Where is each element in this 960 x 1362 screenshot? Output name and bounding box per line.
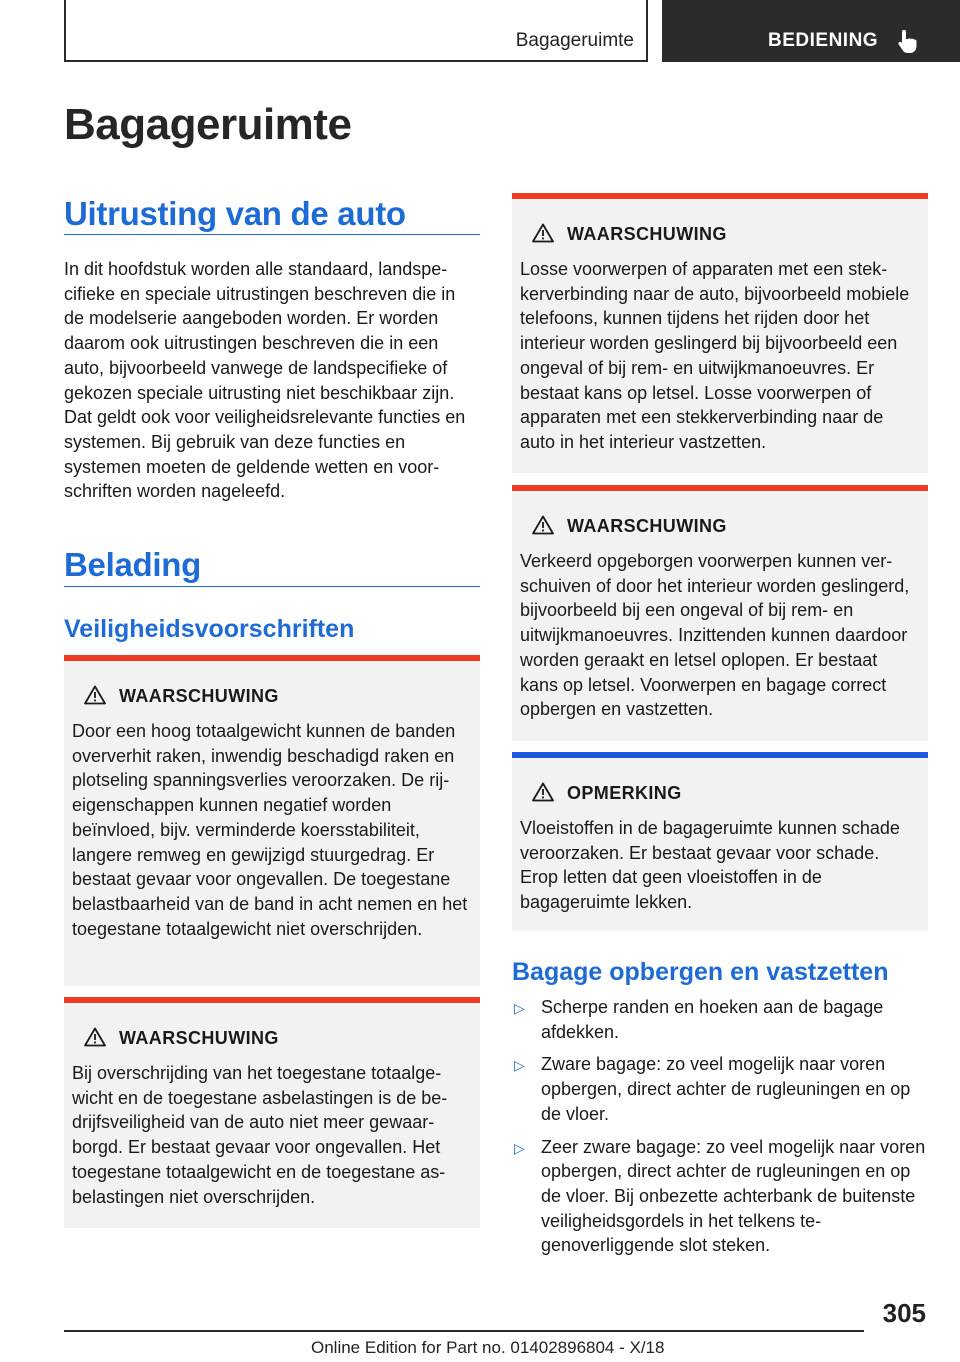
header-section-tab	[64, 0, 648, 62]
list-item-text: Zeer zware bagage: zo veel mogelijk naar voren opbergen, direct achter de rugleuningen en op de vloer. Bij onbezette achterbank de buitenste veiligheidsgordels in het telkens tegenoverliggende slot steken.	[541, 1136, 926, 1256]
warning-text: Losse voorwerpen of apparaten met een stekkerverbinding naar de auto, bijvoorbeeld mobiele telefoons, kunnen tijdens het rijden door het interieur worden geslingerd bij bijvoorbeeld een ongeval of bij rem- en uitwijkmanoeuvres. Er bestaat kans op letsel. Losse voorwerpen of apparaten met een stekkerverbinding naar de auto in het interieur vastzetten.	[520, 259, 910, 452]
list-item	[512, 1052, 926, 1126]
subheading-storage: Bagage opbergen en vastzetten	[512, 958, 889, 986]
warning-text: Door een hoog totaalgewicht kunnen de banden oververhit raken, inwendig beschadigd raken en plotseling spanningsverlies veroorzaken. De rij-eigenschappen kunnen negatief worden beïnvloed, bijv. verminderde koersstabiliteit, langere remweg en gewijzigd stuurgedrag. Er bestaat gevaar voor ongevallen. De toegestane belastbaarheid van de band in acht nemen en het toegestane totaalgewicht niet overschrijden.	[72, 721, 468, 939]
note-text: Vloeistoffen in de bagageruimte kunnen schade veroorzaken. Er bestaat gevaar voor schade. Erop letten dat geen vloeistoffen in de bagageruimte lekken.	[520, 818, 900, 913]
footer-rule	[64, 1330, 864, 1332]
list-item-text: Scherpe randen en hoeken aan de bagage afdekken.	[541, 997, 884, 1042]
warning-text: Bij overschrijding van het toegestane totaalgewicht en de toegestane asbelastingen is de bedrijfsveiligheid van de auto niet meer gewaarborgd. Er bestaat gevaar voor ongevallen. Het toegestane totaalgewicht en de toegestane asbelastingen niet overschrijden.	[72, 1063, 448, 1207]
warning-header	[520, 223, 920, 251]
list-item	[512, 1135, 926, 1259]
warning-header	[72, 685, 472, 713]
section-rule	[64, 586, 480, 587]
warning-header	[72, 1027, 472, 1055]
warning-box	[64, 997, 480, 1228]
warning-label: WAARSCHUWING	[567, 516, 727, 536]
footer-edition-text: Online Edition for Part no. 01402896804 - X/18	[311, 1338, 665, 1357]
intro-paragraph: In dit hoofdstuk worden alle standaard, landspecifieke en speciale uitrustingen beschreven die in de modelserie aangeboden worden. Er worden daarom ook uitrustingen beschreven die in een auto, bijvoorbeeld vanwege de landspecifieke of gekozen speciale uitrusting niet beschikbaar zijn. Dat geldt ook voor veiligheidsrelevante functies en systemen. Bij gebruik van deze functies en systemen moeten de geldende wetten en voorschriften worden nageleefd.	[64, 259, 466, 502]
warning-triangle-icon	[532, 782, 554, 802]
section-heading-equipment: Uitrusting van de auto	[64, 195, 406, 232]
pointing-hand-icon	[895, 28, 921, 54]
bullet-triangle-icon: ▷	[514, 1000, 525, 1016]
storage-bullet-list	[512, 995, 926, 1266]
bullet-triangle-icon: ▷	[514, 1139, 525, 1156]
note-box	[512, 752, 928, 931]
subheading-safety: Veiligheidsvoorschriften	[64, 615, 355, 643]
page-number: 305	[882, 1298, 926, 1328]
list-item	[512, 995, 926, 1044]
warning-text: Verkeerd opgeborgen voorwerpen kunnen verschuiven of door het interieur worden geslingerd, bijvoorbeeld bij een ongeval of bij rem- en uitwijkmanoeuvres. Inzittenden kunnen daardoor worden geraakt en letsel oplopen. Er bestaat kans op letsel. Voorwerpen en bagage correct opbergen en vastzetten.	[520, 551, 910, 720]
list-item-text: Zware bagage: zo veel mogelijk naar voren opbergen, direct achter de rugleuningen en op de vloer.	[541, 1054, 911, 1124]
page-title: Bagageruimte	[64, 100, 352, 149]
header-section-label: Bagageruimte	[515, 30, 634, 51]
warning-label: WAARSCHUWING	[119, 686, 279, 706]
header-chapter-label: BEDIENING	[768, 30, 879, 51]
warning-header	[520, 515, 920, 543]
warning-box	[64, 655, 480, 986]
warning-box	[512, 485, 928, 741]
section-rule	[64, 234, 480, 235]
warning-triangle-icon	[84, 685, 106, 705]
warning-triangle-icon	[84, 1027, 106, 1047]
warning-triangle-icon	[532, 515, 554, 535]
note-label: OPMERKING	[567, 783, 682, 803]
section-heading-loading: Belading	[64, 546, 201, 583]
warning-box	[512, 193, 928, 473]
warning-label: WAARSCHUWING	[567, 224, 727, 244]
warning-triangle-icon	[532, 223, 554, 243]
warning-label: WAARSCHUWING	[119, 1028, 279, 1048]
note-header	[520, 782, 920, 810]
bullet-triangle-icon: ▷	[514, 1057, 525, 1074]
